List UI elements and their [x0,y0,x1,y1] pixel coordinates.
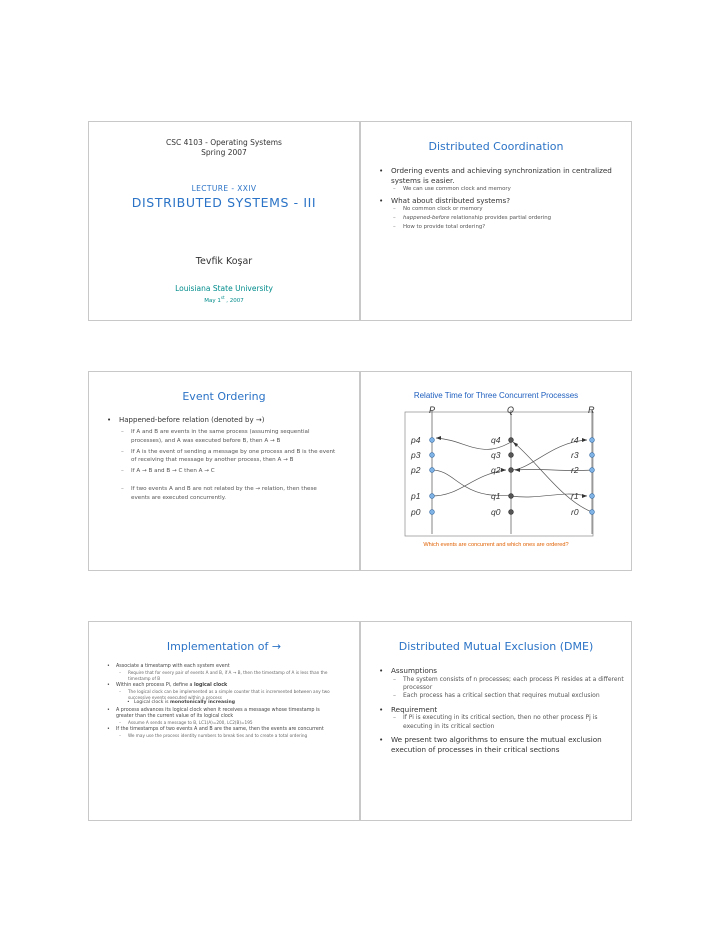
slide-relative-time-diagram [360,371,632,571]
sub-bullet: – No common clock or memory [391,205,625,214]
event-q4 [509,438,514,443]
space-time-diagram [361,400,633,540]
bullet: • Within each process Pi, define a logical clock – The logical clock can be implemented as a simple counter that is incremented between any two successive events executed within a process • Logical clock is monotonically increasing [107,683,337,707]
label-r2: r2 [571,465,579,475]
process-label-q: Q [507,405,515,415]
sub-bullet: – Require that for every pair of events A and B, if A → B, then the timestamp of A is less than the timestamp of B [116,670,337,681]
slide-event-ordering [88,371,360,571]
event-r2 [590,468,595,473]
bullet: • What about distributed systems? – No common clock or memory – happened-before relationship provides partial ordering – How to provide total ordering? [379,196,625,231]
slide-heading: Distributed Mutual Exclusion (DME) [398,640,594,653]
sub-bullet: – If A and B are events in the same process (assuming sequential processes), and A was executed before B, then A → B [119,428,337,444]
sub-bullet: – Assume A sends a message to B, LC1(A)=200, LC2(B)=195 [116,720,337,726]
process-label-r: R [588,405,595,415]
sub-bullet: – If A → B and B → C then A → C [119,467,337,475]
event-r1 [590,494,595,499]
event-p3 [430,453,435,458]
event-r0 [590,510,595,515]
slide-body [379,666,627,756]
lecture-title: DISTRIBUTED SYSTEMS - III [131,195,317,210]
bullet: • If the timestamps of two events A and B are the same, then the events are concurrent – We may use the process identity numbers to break ties and to create a total ordering [107,727,337,739]
sub-bullet: – We can use common clock and memory [391,185,625,194]
author-name: Tevfik Koşar [195,256,253,267]
course-term: Spring 2007 [201,148,247,157]
label-q2: q2 [491,465,501,475]
slide-heading: Distributed Coordination [428,140,564,153]
sub-bullet: – Each process has a critical section that requires mutual exclusion [391,692,627,700]
sub-bullet: – If Pi is executing in its critical section, then no other process Pj is executing in its critical section [391,714,627,731]
bullet: • Requirement – If Pi is executing in its critical section, then no other process Pj is executing in its critical section [379,705,627,731]
label-p0: p0 [411,507,421,517]
label-r1: r1 [571,491,579,501]
slide-body [107,664,337,740]
sub-bullet: – If A is the event of sending a message by one process and B is the event of receiving that message by another process, then A → B [119,448,337,464]
diagram-caption: Which events are concurrent and which ones are ordered? [423,542,569,548]
bullet: • Assumptions – The system consists of n processes; each process Pi resides at a different processor – Each process has a critical section that requires mutual exclusion [379,666,627,701]
slide-dme [360,621,632,821]
label-p1: p1 [411,491,421,501]
sub-bullet: – happened-before relationship provides partial ordering [391,214,625,223]
sub-bullet: – We may use the process identity numbers to break ties and to create a total ordering [116,733,337,739]
lecture-number: LECTURE - XXIV [191,184,257,193]
event-q3 [509,453,514,458]
slide-body [107,416,337,502]
label-p4: p4 [411,435,421,445]
label-q0: q0 [491,507,501,517]
university-name: Louisiana State University [175,284,273,293]
event-p0 [430,510,435,515]
bullet: • Ordering events and achieving synchronization in centralized systems is easier. – We can use common clock and memory [379,166,625,194]
slide-heading: Event Ordering [182,390,266,403]
message-r0-q4 [513,442,592,512]
bullet: • Associate a timestamp with each system event – Require that for every pair of events A and B, if A → B, then the timestamp of A is less than the timestamp of B [107,664,337,682]
process-label-p: P [429,405,436,415]
label-r4: r4 [571,435,579,445]
sub-bullet: – If two events A and B are not related by the → relation, then these events are executed concurrently. [119,485,337,501]
event-q0 [509,510,514,515]
event-q2 [509,468,514,473]
bullet: • A process advances its logical clock when it receives a message whose timestamp is greater than the current value of its logical clock – Assume A sends a message to B, LC1(A)=200, LC2(B)=195 [107,708,337,726]
label-q1: q1 [491,491,501,501]
event-p2 [430,468,435,473]
lecture-date: May 1st , 2007 [204,295,244,304]
slide-distributed-coordination [360,121,632,321]
course-info [89,138,359,158]
label-p3: p3 [411,450,421,460]
label-r3: r3 [571,450,579,460]
message-r2-q2 [515,469,592,470]
sub-bullet: – The system consists of n processes; each process Pi resides at a different processor [391,676,627,693]
event-p4 [430,438,435,443]
slide-title [88,121,360,321]
slide-implementation [88,621,360,821]
sub-sub-bullet: • Logical clock is monotonically increasing [116,700,337,706]
event-p1 [430,494,435,499]
label-p2: p2 [411,465,421,475]
course-name: CSC 4103 - Operating Systems [166,138,282,147]
label-r0: r0 [571,507,579,517]
slide-heading: Relative Time for Three Concurrent Processes [413,391,579,400]
label-q3: q3 [491,450,501,460]
bullet: • We present two algorithms to ensure the mutual exclusion execution of processes in their critical sections [379,735,627,754]
event-q1 [509,494,514,499]
sub-bullet: – The logical clock can be implemented as a simple counter that is incremented between any two successive events executed within a process [116,689,337,700]
slide-heading: Implementation of → [166,640,282,653]
slide-body [379,166,625,233]
bullet: • Happened-before relation (denoted by →) – If A and B are events in the same process (assuming sequential processes), and A was executed before B, then A → B – If A is the event of sending a message by one process and B is the event of receiving that message by another process, then A → B – If A → B and B → C then A → C – If two events A and B are not related by the → relation, then these events are executed concurrently. [107,416,337,502]
label-q4: q4 [491,435,501,445]
sub-bullet: – How to provide total ordering? [391,223,625,232]
event-r4 [590,438,595,443]
event-r3 [590,453,595,458]
